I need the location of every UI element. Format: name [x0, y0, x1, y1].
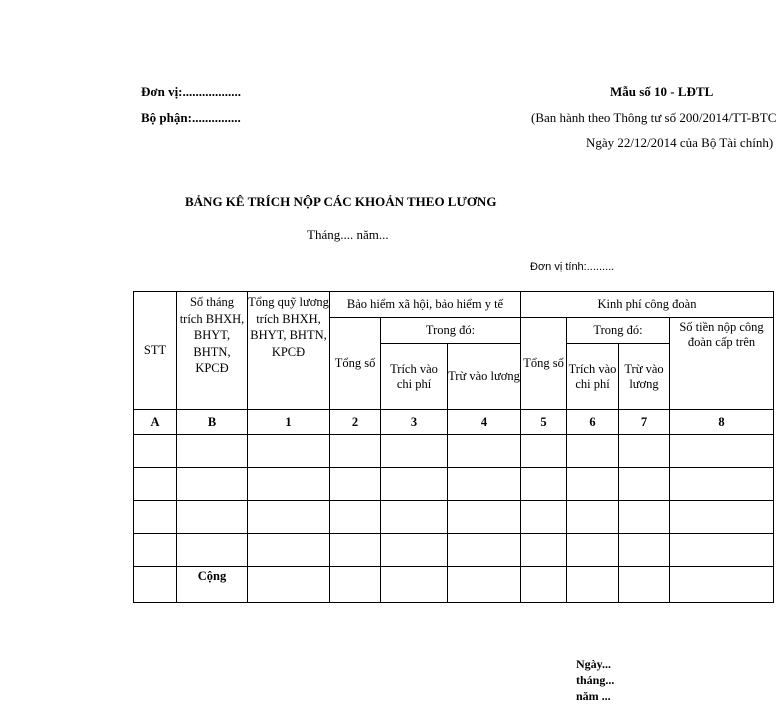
column-code: B — [177, 410, 248, 435]
header-union-paid: Số tiền nộp công đoàn cấp trên — [670, 318, 774, 410]
total-label: Cộng — [177, 567, 248, 603]
form-number: Mẫu số 10 - LĐTL — [610, 84, 714, 99]
header-insurance-salary: Trừ vào lương — [448, 344, 521, 410]
signature-date: Ngày... tháng... năm ... — [576, 657, 615, 703]
header-months — [177, 292, 248, 410]
table-row — [134, 501, 774, 534]
header-union-in-which: Trong đó: — [567, 318, 670, 344]
column-code: 3 — [381, 410, 448, 435]
header-union-total: Tổng số — [521, 318, 567, 410]
contribution-table — [133, 291, 774, 603]
column-code: 1 — [248, 410, 330, 435]
total-row — [134, 567, 774, 603]
header-salary-fund — [248, 292, 330, 410]
column-code: 6 — [567, 410, 619, 435]
header-months-text: Số tháng trích BHXH, BHYT, BHTN, KPCĐ — [179, 295, 245, 375]
column-code: 8 — [670, 410, 774, 435]
header-union-group: Kinh phí công đoàn — [521, 292, 774, 318]
period-label: Tháng.... năm... — [307, 227, 389, 242]
department-label: Bộ phận:............... — [141, 110, 241, 125]
header-insurance-total: Tổng số — [330, 318, 381, 410]
header-stt: STT — [134, 292, 177, 410]
column-code: 2 — [330, 410, 381, 435]
table-row — [134, 435, 774, 468]
header-union-salary: Trừ vào lương — [619, 344, 670, 410]
unit-label: Đơn vị:.................. — [141, 84, 242, 99]
column-code: 4 — [448, 410, 521, 435]
column-code: 7 — [619, 410, 670, 435]
header-insurance-in-which: Trong đó: — [381, 318, 521, 344]
table-row — [134, 534, 774, 567]
header-salary-fund-text: Tổng quỹ lương trích BHXH, BHYT, BHTN, KPCĐ — [248, 295, 329, 359]
header-insurance-cost: Trích vào chi phí — [381, 344, 448, 410]
column-code: 5 — [521, 410, 567, 435]
header-union-cost: Trích vào chi phí — [567, 344, 619, 410]
issuing-circular: (Ban hành theo Thông tư số 200/2014/TT-BTC — [531, 110, 776, 125]
header-insurance-group: Bảo hiểm xã hội, bảo hiểm y tế — [330, 292, 521, 318]
currency-unit-label: Đơn vị tính:......... — [530, 261, 615, 273]
column-code: A — [134, 410, 177, 435]
page-title: BẢNG KÊ TRÍCH NỘP CÁC KHOẢN THEO LƯƠNG — [185, 194, 497, 209]
issuing-date: Ngày 22/12/2014 của Bộ Tài chính) — [586, 135, 774, 150]
table-row — [134, 468, 774, 501]
